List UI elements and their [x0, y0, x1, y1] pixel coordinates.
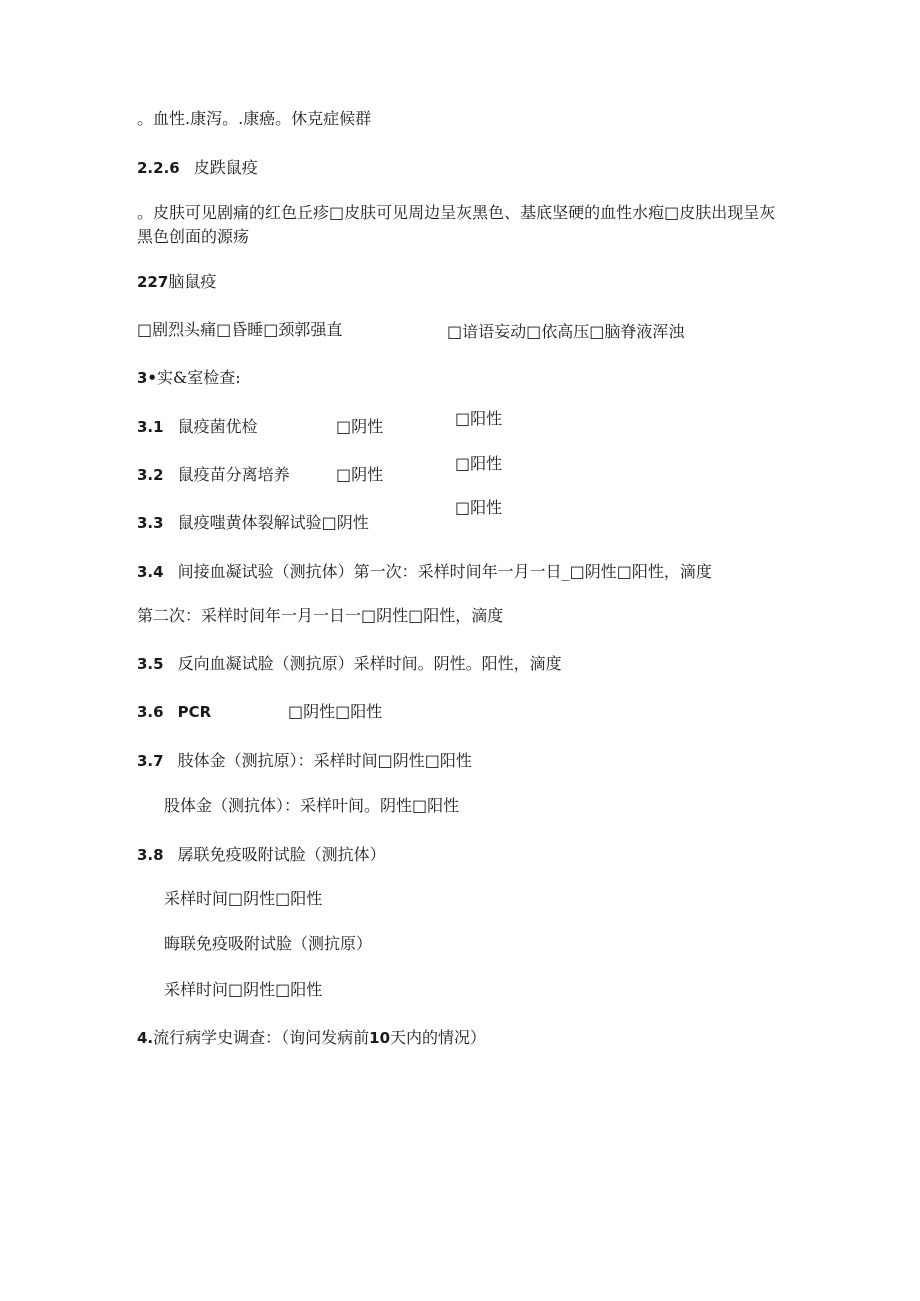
result-options: □阴性□阳性	[288, 702, 383, 721]
days-number: 10	[369, 1029, 391, 1047]
test-text: 间接血凝试验（测抗体）第一次：采样时间年一月一日_□阴性□阳性，滴度	[177, 562, 712, 581]
section-title: 皮跌鼠疫	[193, 158, 258, 177]
section-3-3-row	[137, 512, 369, 534]
section-3-1-positive	[455, 408, 502, 430]
positive-option: □阳性	[455, 409, 503, 428]
section-number: 4.	[137, 1029, 154, 1047]
test-name: 鼠疫嗤黄体裂解试验□阴性	[177, 513, 369, 532]
section-4-heading	[137, 1027, 486, 1049]
brain-symptom-options-left	[137, 319, 342, 341]
symptom-line-shock	[137, 108, 371, 130]
section-3-8-antigen-test	[164, 933, 372, 955]
options-text: □剧烈头痛□昏睡□颈郭强直	[137, 320, 343, 339]
section-number: 3.1	[137, 418, 164, 436]
test-text: 采样时问□阴性□阳性	[164, 980, 323, 999]
options-text: □谙语妄动□依高压□脑脊液浑浊	[447, 322, 685, 341]
section-title: 实&室检查:	[157, 368, 241, 387]
section-number: 3.7	[137, 752, 164, 770]
section-3-1-row	[137, 416, 258, 438]
section-3-6-row	[137, 701, 211, 723]
positive-option: □阳性	[455, 498, 503, 517]
section-number: 3•	[137, 369, 158, 387]
section-number: 3.6	[137, 703, 164, 721]
section-2-2-7-heading	[137, 271, 216, 293]
test-text: 肢体金（测抗原）：采样时间□阴性□阳性	[177, 751, 472, 770]
section-3-2-negative	[336, 464, 383, 486]
test-name: 鼠疫菌优检	[177, 417, 258, 436]
test-text: 采样时间□阴性□阳性	[164, 889, 323, 908]
section-title-b: 天内的情况）	[390, 1028, 487, 1047]
section-3-2-positive	[455, 453, 502, 475]
test-text: 第二次：采样时间年一月一日一□阴性□阳性，滴度	[137, 606, 504, 625]
negative-option: □阴性	[336, 417, 384, 436]
skin-symptom-options: 。皮肤可见剧痛的红色丘疹□皮肤可见周边呈灰黑色、基底坚硬的血性水疱□皮肤出现呈灰黑色创面的源疡	[137, 203, 776, 246]
section-3-8-sampling-b	[164, 979, 322, 1001]
section-number: 3.3	[137, 514, 164, 532]
section-number: 3.4	[137, 563, 164, 581]
section-3-6-result	[288, 701, 382, 723]
test-text: 孱联免疫吸附试脸（测抗体）	[177, 845, 386, 864]
section-3-7-row	[137, 750, 472, 772]
brain-symptom-options-right	[447, 321, 684, 343]
section-3-8-row	[137, 844, 386, 866]
section-3-5-row	[137, 653, 562, 675]
positive-option: □阳性	[455, 454, 503, 473]
section-title-a: 流行病学史调查：（询问发病前	[153, 1028, 370, 1047]
negative-option: □阴性	[336, 465, 384, 484]
section-number: 2.2.6	[137, 159, 180, 177]
section-number: 227	[137, 273, 169, 291]
test-text: 反向血凝试脸（测抗原）采样时间。阴性。阳性，滴度	[177, 654, 562, 673]
symptom-text: 。血性.康泻。.康癌。休克症候群	[137, 109, 372, 128]
section-3-4-row	[137, 561, 712, 583]
section-3-7-second-row	[164, 795, 459, 817]
section-2-2-6-body	[137, 201, 777, 249]
section-3-2-row	[137, 464, 290, 486]
section-number: 3.8	[137, 846, 164, 864]
test-text: 股体金（测抗体）：采样叶间。阴性□阳性	[164, 796, 460, 815]
pcr-label: PCR	[177, 703, 212, 721]
test-text: 晦联免疫吸附试脸（测抗原）	[164, 934, 373, 953]
section-number: 3.2	[137, 466, 164, 484]
section-3-4-second-row	[137, 605, 503, 627]
section-3-3-positive	[455, 497, 502, 519]
section-3-1-negative	[336, 416, 383, 438]
section-3-8-sampling-a	[164, 888, 322, 910]
section-number: 3.5	[137, 655, 164, 673]
test-name: 鼠疫苗分离培养	[177, 465, 290, 484]
section-2-2-6-heading	[137, 157, 258, 179]
section-title: 脑鼠疫	[168, 272, 217, 291]
section-3-heading	[137, 367, 241, 389]
